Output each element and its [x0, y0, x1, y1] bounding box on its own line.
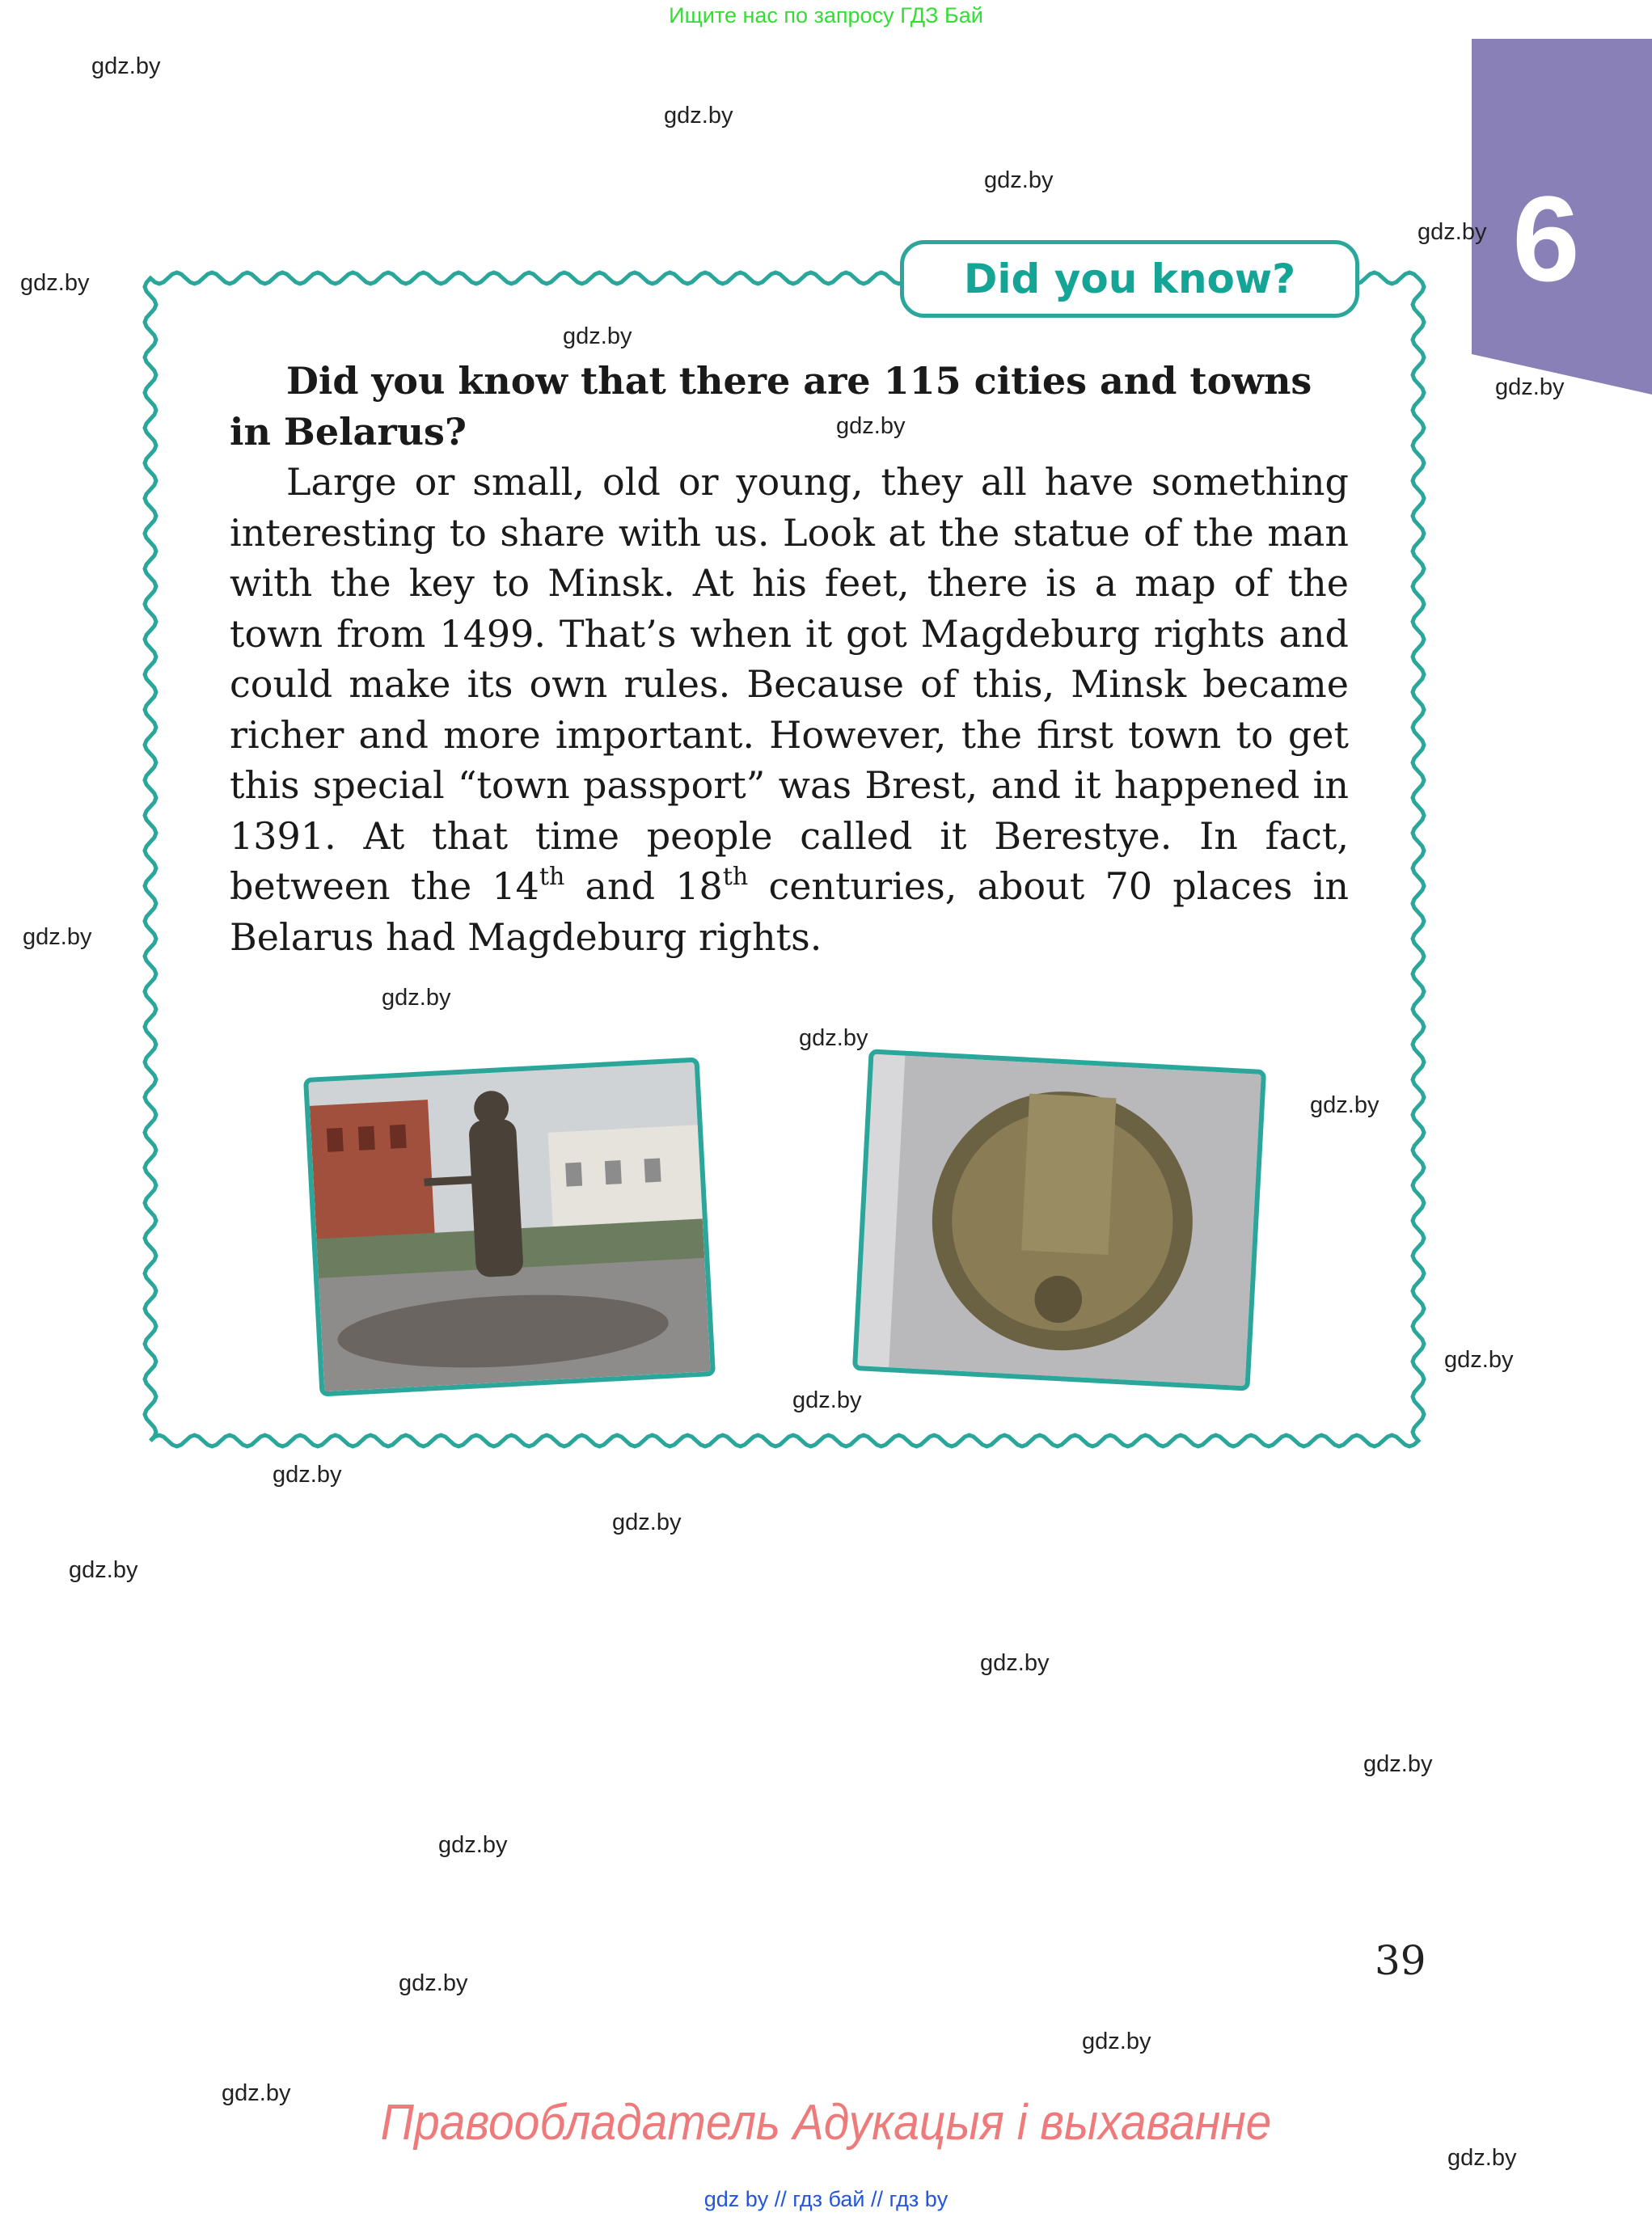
watermark: gdz.by — [1418, 219, 1487, 245]
watermark: gdz.by — [836, 413, 906, 439]
watermark: gdz.by — [799, 1025, 868, 1051]
watermark: gdz.by — [1310, 1092, 1379, 1118]
watermark: gdz.by — [20, 270, 90, 296]
superscript-th-1: th — [539, 863, 565, 891]
copyright-notice: Правообладатель Адукацыя і выхаванне — [380, 2095, 1272, 2151]
watermark: gdz.by — [980, 1650, 1050, 1676]
story-text — [230, 356, 1349, 962]
watermark: gdz.by — [222, 2080, 291, 2106]
watermark: gdz.by — [792, 1387, 862, 1413]
lead-question: Did you know that there are 115 cities and towns in Belarus? — [230, 359, 1312, 454]
plaque-photo — [852, 1049, 1266, 1391]
story-body — [230, 457, 1349, 962]
watermark: gdz.by — [438, 1832, 508, 1858]
watermark: gdz.by — [23, 924, 92, 950]
story-body-part2: and 18 — [564, 864, 723, 908]
watermark: gdz.by — [1495, 374, 1565, 400]
watermark: gdz.by — [69, 1557, 138, 1583]
watermark: gdz.by — [1447, 2145, 1517, 2171]
superscript-th-2: th — [722, 863, 749, 891]
watermark: gdz.by — [563, 323, 632, 349]
watermark: gdz.by — [1082, 2029, 1151, 2054]
watermark: gdz.by — [664, 103, 733, 129]
chapter-number: 6 — [1512, 171, 1580, 306]
watermark: gdz.by — [984, 167, 1054, 193]
watermark: gdz.by — [382, 985, 451, 1011]
watermark: gdz.by — [1444, 1347, 1514, 1373]
watermark: gdz.by — [1363, 1751, 1433, 1777]
watermark: gdz.by — [273, 1462, 342, 1488]
watermark: gdz.by — [399, 1970, 468, 1996]
story-body-part3: centuries, about 70 places in Belarus had Magdeburg rights. — [230, 864, 1349, 959]
did-you-know-title: Did you know? — [900, 240, 1359, 318]
footer-links[interactable]: gdz by // гдз бай // гдз by — [703, 2187, 949, 2211]
story-body-part1: Large or small, old or young, they all have something interesting to share with us. Look at the statue of the man with the key to Minsk. At his feet, there is a map of the town from 1499. That’s when it got Magdeburg rights and could make its own rules. Because of this, Minsk became richer and more important. However, the first town to get this special “town passport” was Brest, and it happened in 1391. At that time people called it Berestye. In fact, between the 14 — [230, 460, 1349, 908]
statue-photo — [303, 1057, 716, 1396]
watermark: gdz.by — [91, 53, 161, 79]
watermark: gdz.by — [612, 1509, 682, 1535]
page-number: 39 — [1375, 1937, 1426, 1984]
top-banner[interactable]: Ищите нас по запросу ГДЗ Бай — [669, 3, 983, 27]
